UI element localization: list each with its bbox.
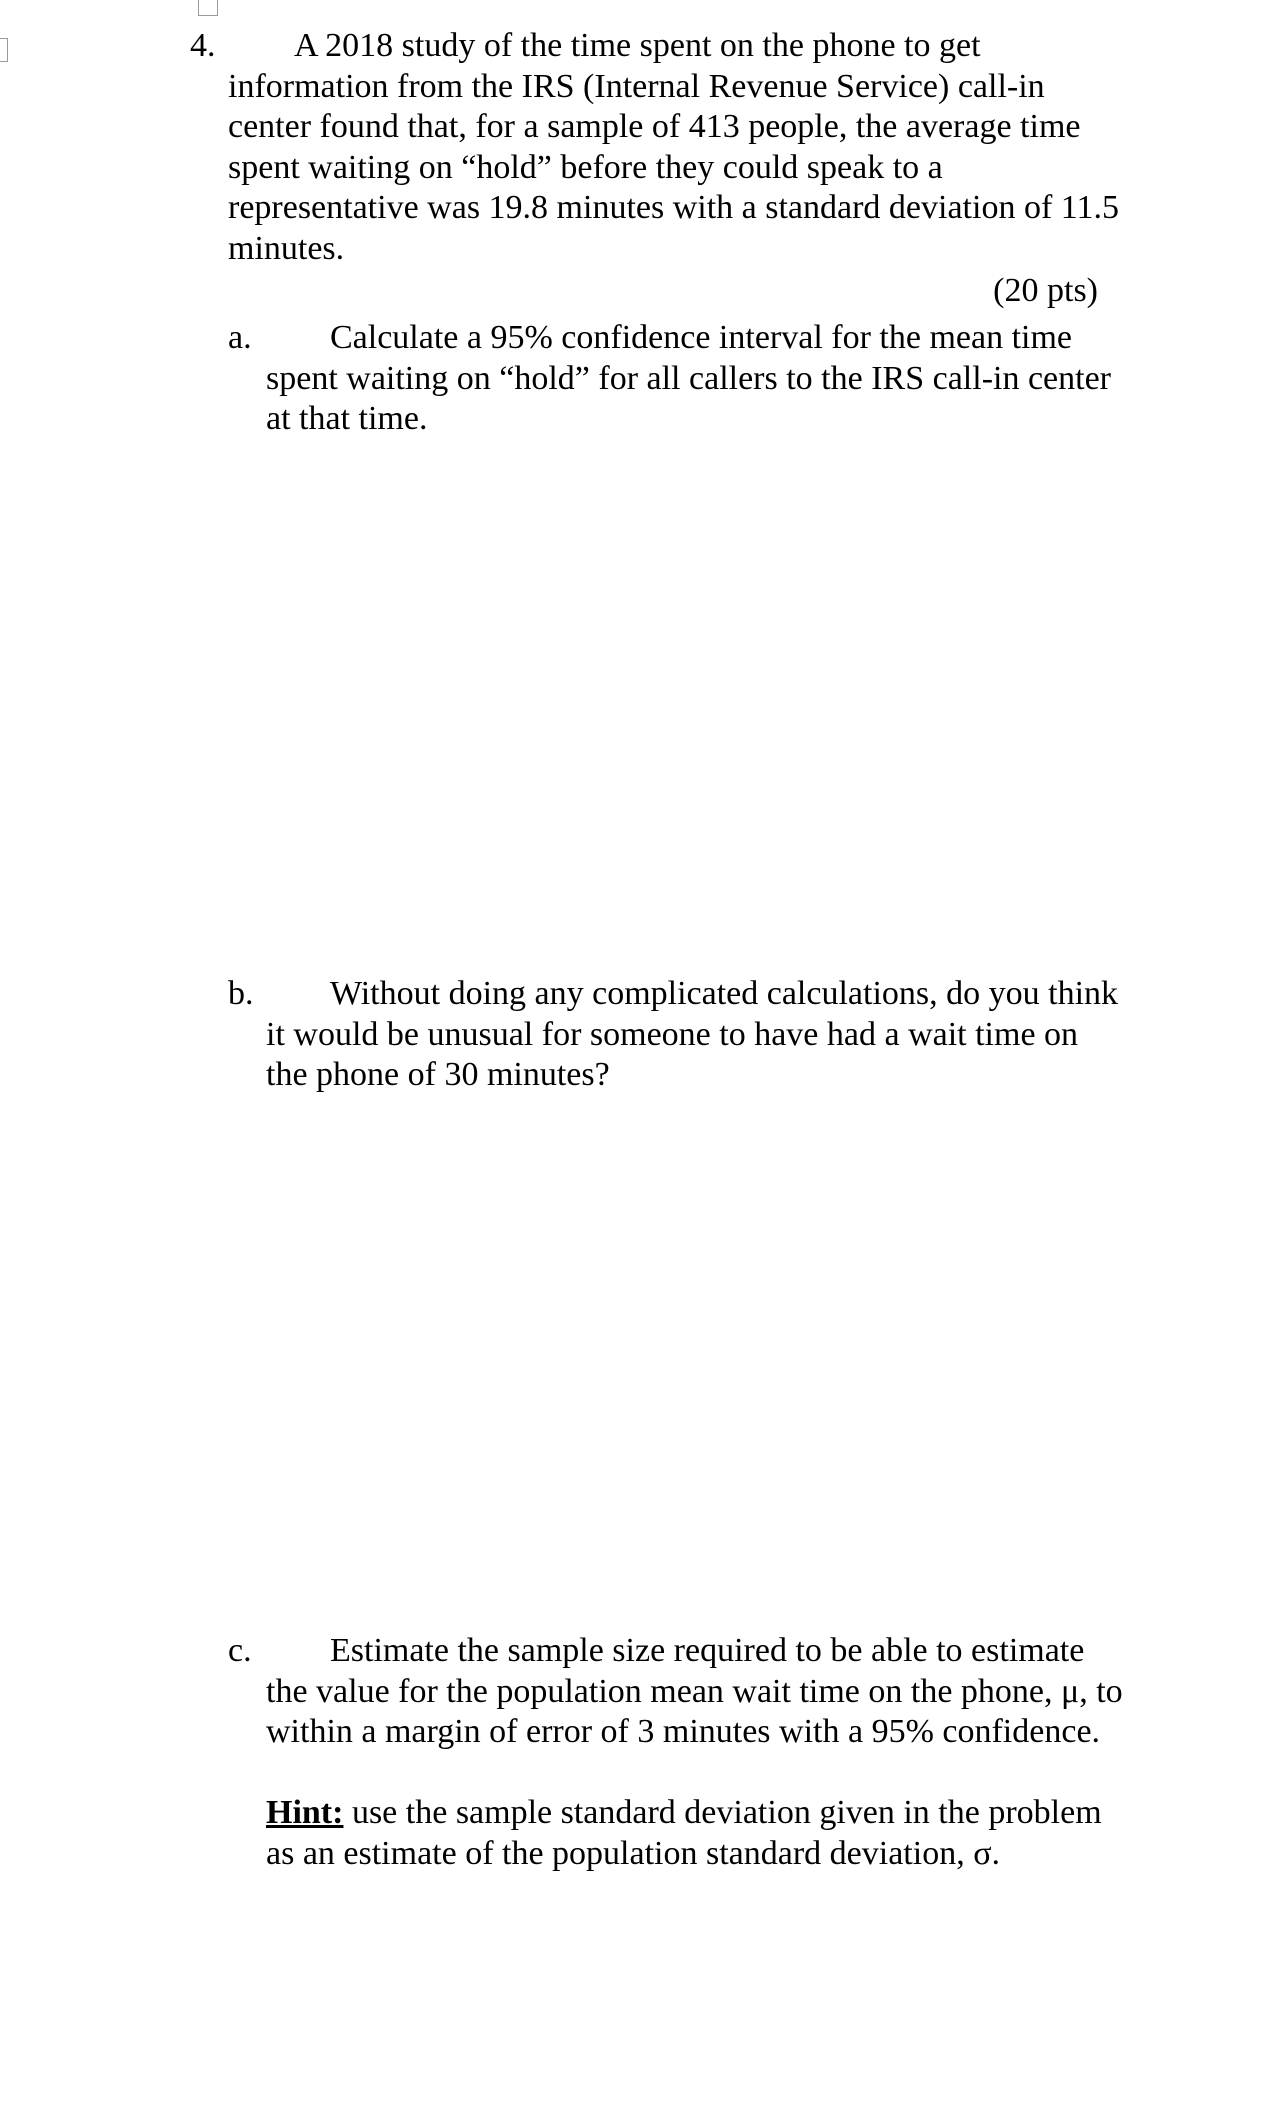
hint-label: Hint:	[266, 1794, 344, 1831]
part-a-label: a.	[228, 319, 252, 356]
part-c-label: c.	[228, 1632, 252, 1669]
question-points: (20 pts)	[993, 272, 1098, 309]
part-b-label: b.	[228, 975, 254, 1012]
part-b-text: Without doing any complicated calculations, do you think it would be unusual for someone to have had a wait time on the phone of 30 minutes?	[266, 975, 1119, 1093]
question-stem: A 2018 study of the time spent on the phone to get information from the IRS (Internal Revenue Service) call-in center found that, for a sample of 413 people, the average time spent waiting on “hold” before they could speak to a representative was 19.8 minutes with a standard deviation of 11.5 minutes.	[228, 27, 1120, 267]
part-a-text: Calculate a 95% confidence interval for the mean time spent waiting on “hold” for all callers to the IRS call-in center at that time.	[266, 319, 1112, 437]
part-c-text: Estimate the sample size required to be able to estimate the value for the population mean wait time on the phone, μ, to within a margin of error of 3 minutes with a 95% confidence.	[266, 1632, 1123, 1750]
hint-text: use the sample standard deviation given in the problem as an estimate of the population standard deviation, σ.	[266, 1794, 1102, 1872]
question-number: 4.	[190, 27, 216, 64]
crop-mark-icon	[198, 0, 218, 16]
crop-mark-icon	[0, 38, 8, 62]
part-c-hint	[266, 1793, 1126, 1874]
